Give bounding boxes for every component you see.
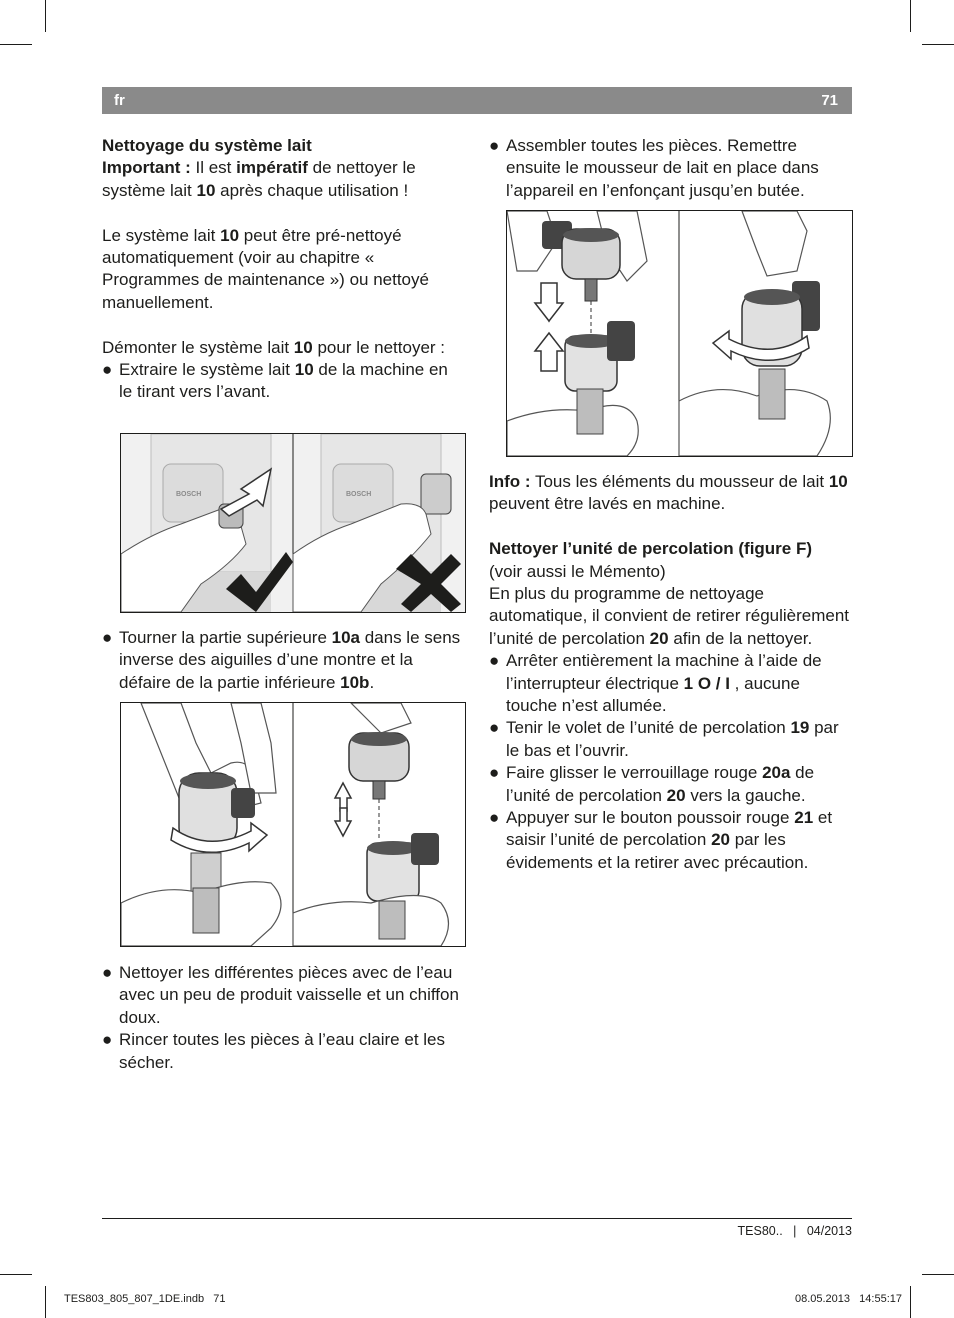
bullet-icon: ●	[489, 718, 500, 738]
section-heading-brew-unit: Nettoyer l’unité de percolation (figure F)	[489, 539, 813, 559]
figure-extract-milk-system	[120, 433, 466, 613]
bullet-icon: ●	[489, 651, 500, 671]
list-item: ● Tenir le volet de l’unité de percolation 19 par le bas et l’ouvrir.	[489, 718, 839, 760]
section-heading-milk: Nettoyage du système lait	[102, 136, 312, 155]
list-item: ● Tourner la partie supérieure 10a dans le sens inverse des aiguilles d’une montre et la défaire de la partie inférieure 10b.	[102, 628, 461, 692]
print-slug-stamp: 08.05.2013 14:55:17	[794, 1293, 902, 1305]
bullet-icon: ●	[489, 136, 500, 155]
crop-mark	[922, 44, 954, 45]
crop-mark	[45, 1286, 46, 1318]
brand-logo: BOSCH	[176, 491, 202, 498]
footer-separator: |	[793, 1224, 797, 1238]
footer-date: 04/2013	[806, 1224, 852, 1238]
page-number: 71	[821, 92, 838, 109]
crop-mark	[0, 44, 32, 45]
bullet-icon: ●	[489, 763, 500, 783]
left-column-3	[102, 962, 462, 1074]
crop-mark	[910, 1286, 911, 1318]
list-item: ● Faire glisser le verrouillage rouge 20a de l’unité de percolation 20 vers la gauche.	[489, 763, 815, 805]
bullet-icon: ●	[102, 963, 113, 982]
brand-logo: BOSCH	[346, 491, 372, 498]
figure-twist-apart	[120, 702, 466, 947]
right-column-2	[489, 471, 854, 874]
bullet-icon: ●	[102, 360, 113, 380]
crop-mark	[910, 0, 911, 32]
list-item: ● Nettoyer les différentes pièces avec de l’eau avec un peu de produit vaisselle et un chiffon doux.	[102, 963, 459, 1027]
crop-mark	[45, 0, 46, 32]
bullet-icon: ●	[102, 1030, 113, 1050]
print-slug-file: TES803_805_807_1DE.indb 71	[64, 1293, 226, 1305]
footer-model: TES80..	[737, 1224, 783, 1238]
list-item: ● Appuyer sur le bouton poussoir rouge 21 et saisir l’unité de percolation 20 par les évidements et la retirer avec précaution.	[489, 808, 833, 872]
important-note: Important : Il est impératif de nettoyer le système lait 10 après chaque utilisation !	[102, 158, 416, 200]
crop-mark	[0, 1274, 32, 1275]
left-column	[102, 135, 462, 404]
sub-note: (voir aussi le Mémento)	[489, 561, 666, 581]
paragraph-brew-unit: En plus du programme de nettoyage automatique, il convient de retirer régulièrement l’unité de percolation 20 afin de la nettoyer.	[489, 584, 850, 648]
paragraph-dismantle: Démonter le système lait 10 pour le nettoyer :	[102, 337, 446, 357]
right-column	[489, 135, 854, 202]
footer-rule	[102, 1218, 852, 1219]
page-header	[102, 87, 852, 114]
list-item: ● Arrêter entièrement la machine à l’aide de l’interrupteur électrique 1 O / I , aucune touche n’est allumée.	[489, 651, 822, 716]
crop-mark	[922, 1274, 954, 1275]
figure-reassemble	[506, 210, 853, 457]
list-item: ● Rincer toutes les pièces à l’eau claire et les sécher.	[102, 1030, 445, 1072]
paragraph-preclean: Le système lait 10 peut être pré-nettoyé automatiquement (voir au chapitre « Programmes de maintenance ») ou nettoyé manuellement.	[102, 225, 429, 312]
list-item: ● Assembler toutes les pièces. Remettre ensuite le mousseur de lait en place dans l’appareil en l’enfonçant jusqu’en butée.	[489, 136, 819, 200]
footer-info	[738, 1224, 852, 1238]
language-label: fr	[114, 92, 125, 109]
list-item: ● Extraire le système lait 10 de la machine en le tirant vers l’avant.	[102, 360, 448, 402]
bullet-icon: ●	[102, 628, 113, 647]
info-note: Info : Tous les éléments du mousseur de lait 10 peuvent être lavés en machine.	[489, 472, 848, 514]
left-column-2	[102, 627, 462, 694]
bullet-icon: ●	[489, 808, 500, 828]
